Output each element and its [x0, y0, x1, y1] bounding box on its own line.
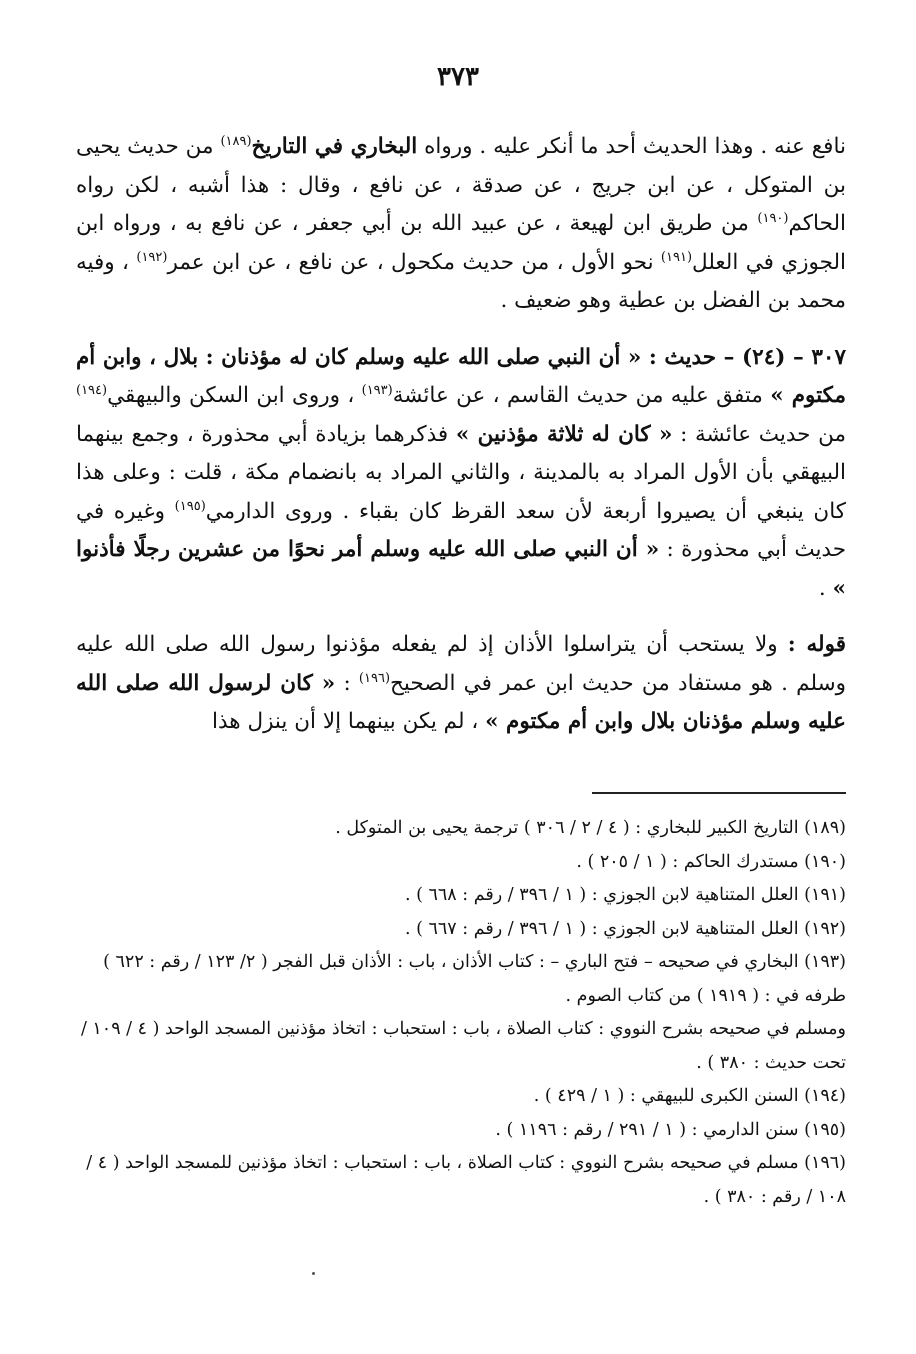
- footnote-ref: (١٩٦): [358, 670, 391, 686]
- footnote: (١٩٥) سنن الدارمي : ( ١ / ٢٩١ / رقم : ١١٩٦ ) .: [495, 1119, 846, 1140]
- text-run: فذكرهما بزيادة أبي محذورة ، وجمع بينهما البيهقي بأن الأول المراد به بالمدينة ، والثاني المراد به بانضمام مكة ، قلت : وعلى هذا كان ينبغي أن يصيروا أربعة لأن سعد القرظ كان بقباء . وروى الدارمي: [76, 421, 847, 524]
- text-run: ، وفيه محمد بن الفضل بن عطية وهو ضعيف .: [76, 249, 846, 313]
- footnote-ref: (١٨٩): [220, 133, 252, 149]
- main-text: [76, 128, 846, 760]
- text-run: من حديث عائشة :: [672, 421, 846, 447]
- bold-text: « كان لرسول الله صلى الله عليه وسلم مؤذنان بلال وابن أم مكتوم »: [76, 670, 846, 734]
- footnote: (١٩٣) البخاري في صحيحه – فتح الباري – : كتاب الأذان ، باب : الأذان قبل الفجر ( ٢/ ١٢٣ / رقم : ٦٢٢ ) طرفه في : ( ١٩١٩ ) من كتاب الصوم .: [103, 952, 846, 1006]
- footnote-ref: (١٩٤): [76, 382, 108, 398]
- footnote: (١٩٠) مستدرك الحاكم : ( ١ / ٢٠٥ ) .: [576, 851, 846, 872]
- footnote: (١٩٦) مسلم في صحيحه بشرح النووي : كتاب الصلاة ، باب : استحباب : اتخاذ مؤذنين للمسجد الواحد ( ٤ / ١٠٨ / رقم : ٣٨٠ ) .: [86, 1153, 846, 1207]
- bold-text: ٣٠٧ – (٢٤) – حديث : « أن النبي صلى الله عليه وسلم كان له مؤذنان : بلال ، وابن أم مكتوم »: [76, 344, 847, 408]
- text-run: ، وروى ابن السكن والبيهقي: [107, 383, 362, 408]
- paragraph: [76, 339, 846, 609]
- footnote-ref: (١٩٢): [136, 249, 168, 265]
- bold-text: « كان له ثلاثة مؤذنين »: [455, 421, 673, 447]
- text-run: :: [335, 670, 359, 696]
- paragraph: [76, 626, 846, 742]
- bold-text: « أن النبي صلى الله عليه وسلم أمر نحوًا من عشرين رجلًا فأذنوا »: [76, 537, 846, 601]
- page-number: ٣٧٣: [437, 62, 479, 92]
- scan-speck: [312, 1272, 315, 1275]
- text-run: نافع عنه . وهذا الحديث أحد ما أنكر عليه . ورواه: [417, 134, 846, 159]
- text-run: من حديث يحيى بن المتوكل ، عن ابن جريج ، عن صدقة ، عن نافع ، وقال : هذا أشبه ، لكن رواه الحاكم: [76, 134, 846, 236]
- text-run: .: [818, 575, 833, 601]
- footnote: (١٩١) العلل المتناهية لابن الجوزي : ( ١ / ٣٩٦ / رقم : ٦٦٨ ) .: [404, 885, 846, 905]
- text-run: متفق عليه من حديث القاسم ، عن عائشة: [392, 383, 771, 408]
- footnote-ref: (١٩٠): [757, 210, 789, 226]
- bold-text: قوله :: [787, 632, 846, 657]
- footnote: (١٨٩) التاريخ الكبير للبخاري : ( ٤ / ٢ / ٣٠٦ ) ترجمة يحيى بن المتوكل .: [335, 818, 846, 838]
- paragraph: [76, 128, 846, 321]
- footnote-ref: (١٩٣): [361, 382, 393, 398]
- footnote: (١٩٢) العلل المتناهية لابن الجوزي : ( ١ / ٣٩٦ / رقم : ٦٦٧ ) .: [404, 918, 846, 939]
- footnote-ref: (١٩٥): [174, 498, 206, 514]
- text-run: ، لم يكن بينهما إلا أن ينزل هذا: [212, 709, 486, 734]
- footnote: (١٩٤) السنن الكبرى للبيهقي : ( ١ / ٤٢٩ ) .: [533, 1086, 846, 1106]
- text-run: نحو الأول ، من حديث مكحول ، عن نافع ، عن ابن عمر: [167, 249, 661, 275]
- footnote: ومسلم في صحيحه بشرح النووي : كتاب الصلاة ، باب : استحباب : اتخاذ مؤذنين المسجد الواحد ( ٤ / ١٠٩ / تحت حديث : ٣٨٠ ) .: [80, 1019, 846, 1073]
- text-run: من طريق ابن لهيعة ، عن عبيد الله بن أبي جعفر ، عن نافع به ، ورواه ابن الجوزي في العلل: [76, 211, 846, 275]
- footnote-divider: [592, 792, 846, 794]
- text-run: ولا يستحب أن يتراسلوا الأذان إذ لم يفعله مؤذنوا رسول الله صلى الله عليه وسلم . هو مستفاد من حديث ابن عمر في الصحيح: [76, 632, 846, 696]
- bold-text: البخاري في التاريخ: [251, 134, 418, 159]
- footnote-ref: (١٩١): [660, 249, 693, 265]
- text-run: وغيره في حديث أبي محذورة :: [76, 498, 847, 562]
- footnotes: [76, 812, 846, 1214]
